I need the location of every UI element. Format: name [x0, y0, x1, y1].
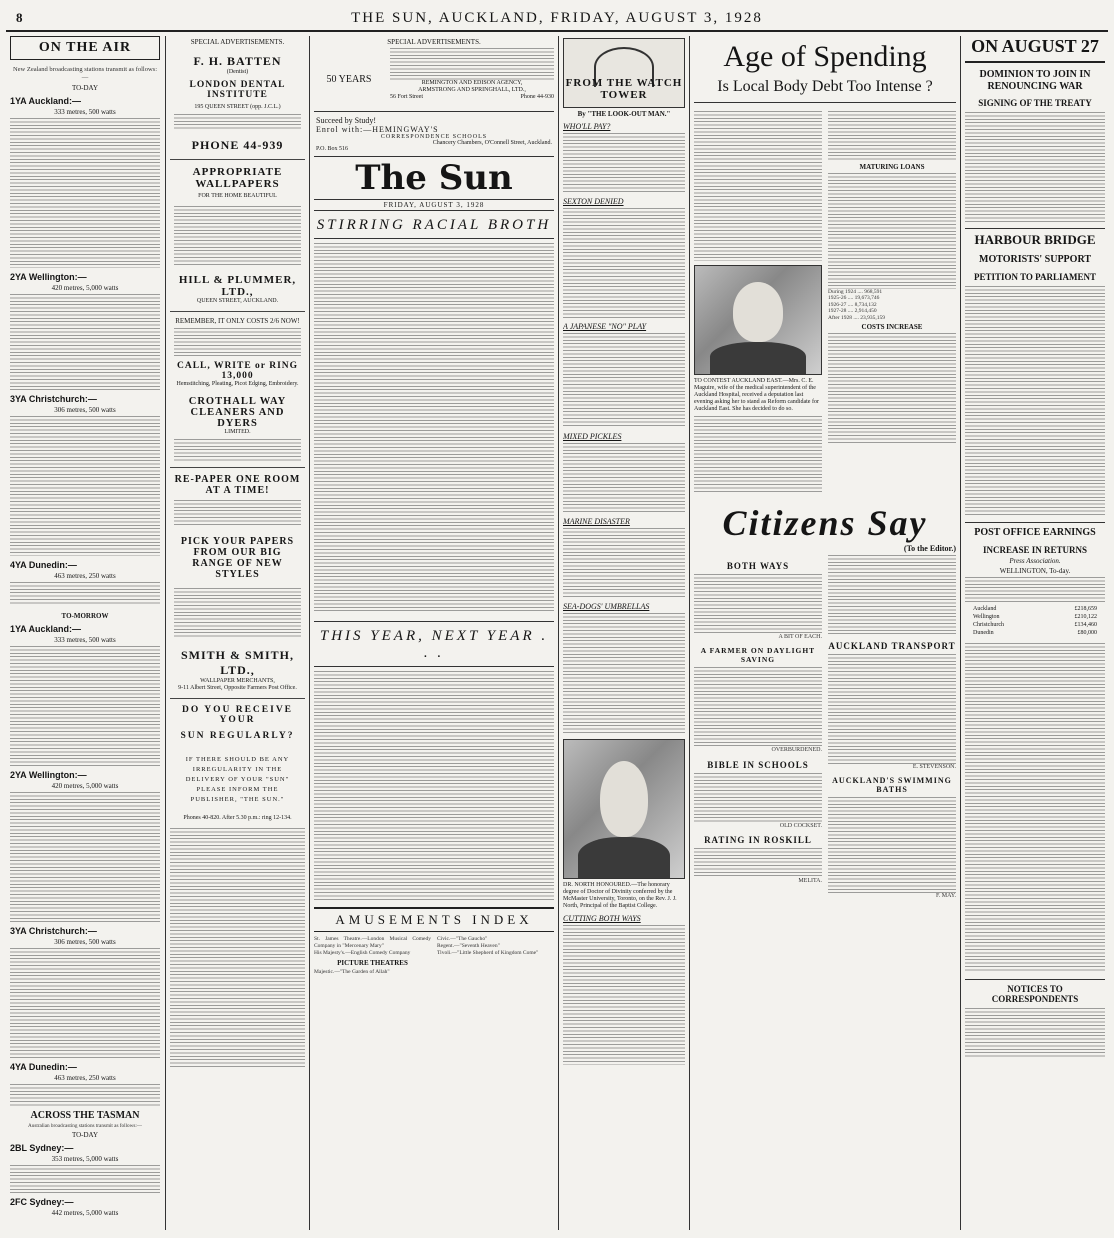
column-rule	[165, 36, 166, 1230]
station-spec: 306 metres, 500 watts	[54, 406, 116, 414]
to-the-editor: (To the Editor.)	[903, 544, 956, 553]
item-head: A JAPANESE "NO" PLAY	[563, 322, 647, 331]
theatre-item: Civic.—"The Gaucho"	[437, 936, 488, 942]
continued-text	[170, 828, 305, 1068]
letters-body	[694, 555, 956, 900]
ad-hill-addr: QUEEN STREET, AUCKLAND.	[196, 298, 279, 304]
station-name: 1YA Auckland:—	[10, 624, 82, 634]
watch-tower-title: FROM THE WATCH TOWER	[565, 77, 683, 101]
column-rule	[689, 36, 690, 1230]
dominion-head: DOMINION TO JOIN IN RENOUNCING WAR	[979, 69, 1091, 92]
page-title: THE SUN, AUCKLAND, FRIDAY, AUGUST 3, 1928	[351, 10, 763, 26]
item-text	[563, 208, 685, 318]
article-text	[965, 1008, 1105, 1058]
figure-line: 1925-26 .... 19,673,746	[828, 295, 880, 302]
ad-smith-addr: 9-11 Albert Street, Opposite Farmers Post Office.	[178, 685, 297, 691]
typewriter-ad	[314, 48, 554, 112]
picture-theatres: PICTURE THEATRES	[337, 959, 408, 967]
do-you-receive: DO YOU RECEIVE YOUR	[181, 705, 294, 725]
north-caption: DR. NORTH HONOURED.—The honorary degree of Doctor of Divinity conferred by the McMaster University, Toronto, on the Rev. J. J. North, Principal of the Baptist College.	[563, 882, 677, 909]
letter-signature: OVERBURDENED.	[771, 747, 822, 754]
letter-text	[694, 667, 822, 747]
spending-deck: Is Local Body Debt Too Intense ?	[694, 78, 956, 103]
returns-row	[973, 613, 1097, 621]
station-name: 2FC Sydney:—	[10, 1197, 74, 1208]
ad-text	[174, 588, 301, 638]
column-right	[965, 36, 1105, 1232]
page-number: 8	[16, 10, 25, 25]
ad-remember: REMEMBER, IT ONLY COSTS 2/6 NOW!	[175, 317, 300, 325]
ad-text	[174, 114, 301, 130]
returns-row	[973, 621, 1097, 629]
letter-text	[828, 555, 956, 635]
article-text	[828, 173, 956, 289]
column-rule	[960, 36, 961, 1230]
amusements-right	[437, 936, 554, 976]
letter-head: AUCKLAND'S SWIMMING BATHS	[832, 776, 952, 795]
sun-phones: Phones 40-820. After 5.30 p.m.: ring 12-134.	[183, 815, 292, 821]
programme-text	[10, 646, 160, 766]
editorial-text-2	[314, 671, 554, 901]
column-spending	[694, 36, 956, 1232]
motorists-head: MOTORISTS' SUPPORT	[979, 254, 1091, 266]
letter-head: AUCKLAND TRANSPORT	[828, 641, 956, 651]
letter-head: RATING IN ROSKILL	[704, 835, 812, 846]
press-assoc: Press Association.	[1009, 556, 1061, 565]
correspondence: CORRESPONDENCE SCHOOLS	[380, 134, 488, 140]
armstrong: ARMSTRONG AND SPRINGHALL, LTD.,	[418, 87, 526, 93]
portrait-face	[600, 761, 648, 837]
returns-value: £134,460	[1074, 621, 1097, 628]
letter-text	[828, 797, 956, 893]
ad-smith	[170, 468, 305, 699]
figure-line: After 1928 .... 23,935,159	[828, 314, 885, 321]
theatre-item: Regent.—"Seventh Heaven"	[437, 943, 500, 949]
enrol: Enrol with:—HEMINGWAY'S	[316, 125, 439, 134]
letter-text	[694, 773, 822, 823]
ad-batten-role: (Dentist)	[226, 69, 249, 75]
tasman-intro: Australian broadcasting stations transmit as follows:—	[28, 1123, 142, 1129]
ad-text	[174, 500, 301, 526]
programme-text	[10, 416, 160, 556]
portrait-shoulders	[578, 837, 669, 878]
ad-pick: PICK YOUR PAPERS FROM OUR BIG RANGE OF NEW STYLES	[180, 536, 295, 580]
station-name: 1YA Auckland:—	[10, 96, 82, 106]
returns-city: Wellington	[973, 613, 1000, 620]
ad-text	[174, 439, 301, 461]
item-head: CUTTING BOTH WAYS	[563, 914, 641, 923]
letters-col-b	[828, 555, 956, 900]
ad-repaper: RE-PAPER ONE ROOM AT A TIME!	[174, 474, 301, 496]
citizens-say-title: Citizens Say	[722, 503, 928, 543]
column-editorial	[314, 36, 554, 1232]
station-spec: 333 metres, 500 watts	[54, 636, 116, 644]
article-text	[965, 643, 1105, 973]
column-watch-tower	[563, 36, 685, 1232]
ad-smith-sub: WALLPAPER MERCHANTS,	[200, 678, 275, 684]
watch-tower-heading	[563, 38, 685, 108]
figure-line: During 1924 .... 968,591	[828, 289, 883, 295]
station-name: 4YA Dunedin:—	[10, 560, 77, 570]
center-ads-label: SPECIAL ADVERTISEMENTS.	[387, 38, 481, 46]
spending-col-a	[694, 111, 822, 494]
theatre-item: St. James Theatre.—London Musical Comedy Company in "Mercenary Mary"	[314, 936, 431, 949]
pobox: P.O. Box 516	[316, 146, 349, 152]
station-spec: 463 metres, 250 watts	[54, 572, 116, 580]
returns-table	[965, 603, 1105, 639]
tomorrow-label: TO-MORROW	[61, 612, 109, 620]
ad-text	[174, 206, 301, 266]
masthead	[6, 4, 1108, 32]
harbour-head: HARBOUR BRIDGE	[965, 228, 1105, 248]
programme-text	[10, 948, 160, 1058]
sun-logo: The Sun	[355, 158, 513, 198]
spending-title: Age of Spending	[723, 40, 927, 73]
ad-batten-phone: PHONE 44-939	[191, 138, 284, 152]
ad-smith-title: SMITH & SMITH, LTD.,	[180, 648, 294, 677]
wellington-dateline: WELLINGTON, To-day.	[999, 566, 1071, 575]
ads-label: SPECIAL ADVERTISEMENTS.	[190, 38, 285, 46]
programme-text	[10, 792, 160, 922]
station-spec: 306 metres, 500 watts	[54, 938, 116, 946]
station-name: 4YA Dunedin:—	[10, 1062, 77, 1072]
returns-value: £80,000	[1077, 629, 1097, 636]
petition-head: PETITION TO PARLIAMENT	[973, 271, 1097, 282]
letter-signature: OLD COCKSET.	[779, 822, 822, 829]
programme-text	[10, 1165, 160, 1193]
ad-batten-addr: 195 QUEEN STREET (opp. J.C.L.)	[194, 104, 281, 110]
station-spec: 420 metres, 5,000 watts	[51, 782, 119, 790]
programme-text	[10, 294, 160, 390]
letter-head: A FARMER ON DAYLIGHT SAVING	[700, 646, 816, 665]
column-ads	[170, 36, 305, 1232]
station-spec: 463 metres, 250 watts	[54, 1074, 116, 1082]
item-head: SEXTON DENIED	[563, 197, 624, 206]
signing-head: SIGNING OF THE TREATY	[978, 98, 1092, 108]
amusements-index: AMUSEMENTS INDEX	[314, 907, 554, 932]
sun-regularly: SUN REGULARLY?	[180, 731, 295, 741]
station-name: 3YA Christchurch:—	[10, 926, 97, 936]
ad-crothall	[170, 312, 305, 468]
item-text	[563, 133, 685, 193]
letter-signature: A BIT OF EACH.	[778, 634, 822, 640]
succeed: Succeed by Study!	[316, 116, 376, 125]
returns-row	[973, 629, 1097, 637]
letter-head: BIBLE IN SCHOOLS	[707, 759, 809, 770]
ad-wallpaper-title: APPROPRIATE WALLPAPERS	[192, 166, 283, 190]
station-name: 2YA Wellington:—	[10, 770, 87, 780]
figure-line: 1926-27 .... 8,734,132	[828, 301, 877, 308]
chambers: Chancery Chambers, O'Connell Street, Auckland.	[432, 140, 552, 146]
station-name: 3YA Christchurch:—	[10, 394, 97, 404]
typewriter-copy	[390, 48, 554, 111]
on-the-air-header: ON THE AIR	[10, 36, 160, 60]
column-on-the-air	[10, 36, 160, 1232]
amusements-body	[314, 936, 554, 976]
ad-batten-name: F. H. BATTEN	[193, 54, 282, 68]
theatre-item: Tivoli.—"Little Shepherd of Kingdom Come"	[437, 950, 539, 956]
watch-tower-byline: By "THE LOOK-OUT MAN."	[577, 110, 671, 118]
portrait-north	[563, 739, 685, 879]
item-text	[563, 528, 685, 598]
theatre-item: His Majesty's.—English Comedy Company	[314, 950, 411, 956]
item-head: MARINE DISASTER	[563, 517, 630, 526]
item-head: MIXED PICKLES	[563, 432, 622, 441]
editorial-title-2: THIS YEAR, NEXT YEAR . . .	[314, 621, 554, 667]
ad-hill-title: HILL & PLUMMER, LTD.,	[178, 274, 297, 298]
item-text	[563, 443, 685, 513]
ad-batten	[170, 48, 305, 160]
item-head: WHO'LL PAY?	[563, 122, 611, 131]
letter-text	[694, 848, 822, 878]
spending-subhead: MATURING LOANS	[859, 163, 925, 171]
returns-value: £210,122	[1074, 613, 1097, 620]
article-text	[694, 111, 822, 261]
letter-signature: E. STEVENSON.	[912, 764, 956, 770]
aug27-head: ON AUGUST 27	[965, 36, 1105, 63]
ad-sun-delivery	[170, 699, 305, 828]
returns-row	[973, 605, 1097, 613]
station-spec: 442 metres, 5,000 watts	[51, 1209, 119, 1218]
portrait-shoulders	[710, 342, 806, 374]
article-text	[965, 112, 1105, 222]
post-office-head: POST OFFICE EARNINGS	[965, 522, 1105, 539]
editorial-text-1	[314, 243, 554, 611]
programme-text	[10, 1084, 160, 1106]
column-rule	[309, 36, 310, 1230]
letter-text	[828, 654, 956, 764]
figure-line: 1927-28 .... 2,914,450	[828, 308, 877, 315]
letter-head: BOTH WAYS	[726, 561, 790, 571]
theatre-item: Majestic.—"The Garden of Allah"	[314, 969, 390, 975]
returns-city: Auckland	[973, 605, 997, 612]
station-spec: 353 metres, 5,000 watts	[51, 1155, 119, 1164]
remington: REMINGTON AND EDISON AGENCY,	[421, 80, 523, 86]
hemingway-ad	[314, 112, 554, 157]
letter-signature: F. MAY.	[935, 893, 956, 900]
increase-head: INCREASE IN RETURNS	[982, 544, 1088, 555]
letter-signature: MELITA.	[798, 878, 822, 885]
maguire-caption: TO CONTEST AUCKLAND EAST.—Mrs. C. E. Maguire, wife of the medical superintendent of the Auckland Hospital, received a deputation last evening asking her to stand as Reform candidate for Auckland East. She has decided to do so.	[694, 378, 819, 412]
portrait-face	[733, 282, 783, 341]
fort-line	[390, 94, 554, 100]
returns-value: £218,659	[1074, 605, 1097, 612]
fort-phone: Phone 44-930	[520, 94, 554, 100]
ad-wallpaper-sub: FOR THE HOME BEAUTIFUL	[198, 193, 277, 199]
station-name: 2YA Wellington:—	[10, 272, 87, 282]
column-rule	[558, 36, 559, 1230]
ad-crothall-ltd: LIMITED.	[224, 429, 251, 435]
programme-text	[10, 582, 160, 606]
article-text	[694, 416, 822, 494]
article-text	[965, 286, 1105, 516]
ad-ring: CALL, WRITE or RING 13,000	[176, 361, 299, 381]
ad-batten-inst: LONDON DENTAL INSTITUTE	[189, 80, 286, 100]
tasman-header: ACROSS THE TASMAN	[30, 1110, 140, 1121]
irregular-notice: IF THERE SHOULD BE ANY IRREGULARITY IN THE DELIVERY OF YOUR "SUN" PLEASE INFORM THE PUBLISHER, "THE SUN."	[185, 756, 290, 803]
article-text	[828, 333, 956, 443]
programme-text	[10, 118, 160, 268]
article-text	[965, 577, 1105, 603]
ad-crothall-title: CROTHALL WAY CLEANERS AND DYERS	[188, 396, 287, 429]
article-text	[828, 111, 956, 161]
fifty-years: 50 YEARS	[326, 74, 372, 85]
editorial-date: FRIDAY, AUGUST 3, 1928	[314, 199, 554, 211]
letters-col-a	[694, 555, 822, 900]
station-spec: 420 metres, 5,000 watts	[51, 284, 119, 292]
item-text	[563, 925, 685, 1065]
item-head: SEA-DOGS' UMBRELLAS	[563, 602, 650, 611]
editorial-title-1: STIRRING RACIAL BROTH	[314, 217, 554, 239]
portrait-maguire	[694, 265, 822, 375]
item-text	[563, 333, 685, 428]
item-text	[563, 613, 685, 733]
on-the-air-intro: New Zealand broadcasting stations transmit as follows:—	[12, 66, 158, 81]
ad-text	[390, 48, 554, 80]
today-label: TO-DAY	[71, 84, 99, 92]
station-name: 2BL Sydney:—	[10, 1143, 74, 1154]
ad-wallpapers	[170, 160, 305, 312]
returns-city: Christchurch	[973, 621, 1004, 628]
amusements-left	[314, 936, 431, 976]
ad-ring-sub: Hemstitching, Pleating, Picot Edging, Embroidery.	[176, 381, 299, 387]
spending-subhead: COSTS INCREASE	[861, 323, 923, 332]
spending-body	[694, 111, 956, 494]
ad-text	[174, 328, 301, 358]
returns-city: Dunedin	[973, 629, 994, 636]
fort-street: 56 Fort Street	[390, 94, 423, 100]
station-spec: 333 metres, 500 watts	[54, 108, 116, 116]
notices-head: NOTICES TO CORRESPONDENTS	[965, 979, 1105, 1005]
letter-text	[694, 574, 822, 634]
tasman-today: TO-DAY	[71, 1131, 99, 1140]
spending-col-b	[828, 111, 956, 494]
